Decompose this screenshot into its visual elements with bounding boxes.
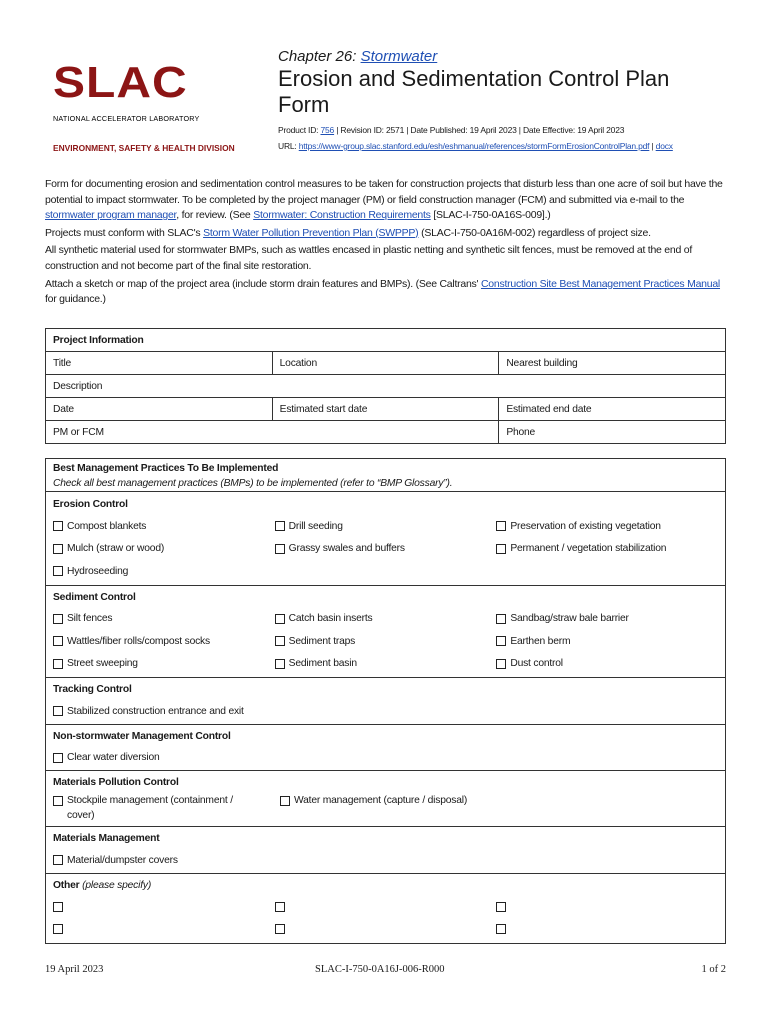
intro-p4	[45, 277, 730, 308]
checkbox-label: Stabilized construction entrance and exit	[67, 705, 244, 717]
checkbox-item[interactable]	[496, 630, 718, 653]
checkbox-label: Stockpile management (containment / cover)	[67, 795, 233, 821]
other-grid	[53, 896, 718, 941]
title-field[interactable]: Title	[46, 352, 273, 375]
intro-p4-a: Attach a sketch or map of the project area (include storm drain features and BMPs). (See Caltrans'	[45, 277, 481, 290]
meta-line-2	[278, 138, 673, 154]
chapter-link[interactable]: Stormwater	[360, 48, 438, 65]
logo-text: SLAC	[53, 59, 188, 107]
checkbox-item[interactable]	[53, 608, 275, 631]
location-field[interactable]: Location	[272, 352, 499, 375]
slac-logo	[53, 59, 213, 123]
checkbox-item[interactable]	[53, 515, 275, 538]
checkbox-item[interactable]	[53, 700, 718, 723]
checkbox-label: Preservation of existing vegetation	[510, 520, 661, 532]
intro-p2	[45, 226, 730, 242]
checkbox-icon[interactable]	[53, 659, 63, 669]
checkbox-icon[interactable]	[53, 902, 63, 912]
checkbox-icon[interactable]	[53, 614, 63, 624]
document-meta	[278, 122, 673, 154]
checkbox-icon[interactable]	[53, 566, 63, 576]
checkbox-label: Sediment basin	[288, 658, 357, 670]
checkbox-item[interactable]	[496, 608, 718, 631]
other-heading	[53, 876, 718, 896]
checkbox-item[interactable]	[53, 849, 718, 872]
checkbox-icon[interactable]	[53, 924, 63, 934]
page-title: Erosion and Sedimentation Control Plan Form	[278, 66, 670, 117]
chapter-heading	[278, 48, 437, 65]
checkbox-label: Sandbag/straw bale barrier	[510, 613, 629, 625]
checkbox-item[interactable]	[275, 918, 497, 941]
phone-field[interactable]: Phone	[499, 421, 726, 444]
caltrans-manual-link[interactable]: Construction Site Best Management Practices Manual	[480, 277, 721, 290]
checkbox-item[interactable]	[496, 515, 718, 538]
checkbox-item[interactable]	[275, 653, 497, 676]
checkbox-label: Permanent / vegetation stabilization	[510, 543, 667, 555]
erosion-control-section	[46, 492, 726, 586]
checkbox-icon[interactable]	[275, 521, 285, 531]
checkbox-item[interactable]	[496, 896, 718, 919]
checkbox-icon[interactable]	[496, 521, 506, 531]
checkbox-icon[interactable]	[496, 659, 506, 669]
sediment-control-section	[46, 585, 726, 678]
other-section	[46, 873, 726, 943]
nonstormwater-heading: Non-stormwater Management Control	[53, 730, 231, 742]
checkbox-icon[interactable]	[496, 544, 506, 554]
date-field[interactable]: Date	[46, 398, 273, 421]
materials-pollution-heading: Materials Pollution Control	[53, 777, 179, 788]
nearest-building-field[interactable]: Nearest building	[499, 352, 726, 375]
checkbox-label: Street sweeping	[67, 658, 138, 670]
checkbox-item[interactable]	[53, 896, 275, 919]
swppp-link[interactable]: Storm Water Pollution Prevention Plan (SWPPP)	[203, 226, 419, 239]
checkbox-item[interactable]	[53, 747, 718, 770]
construction-requirements-link[interactable]: Stormwater: Construction Requirements	[253, 209, 431, 222]
meta-line-1	[278, 122, 673, 138]
checkbox-icon[interactable]	[53, 521, 63, 531]
checkbox-icon[interactable]	[280, 796, 290, 806]
stormwater-manager-link[interactable]: stormwater program manager	[45, 209, 177, 222]
materials-management-heading: Materials Management	[53, 833, 160, 844]
checkbox-label: Wattles/fiber rolls/compost socks	[67, 635, 210, 647]
intro-p2-b: (SLAC-I-750-0A16M-002) regardless of project size.	[418, 226, 651, 239]
intro-p1	[45, 177, 730, 224]
checkbox-label: Sediment traps	[288, 635, 356, 647]
checkbox-icon[interactable]	[275, 924, 285, 934]
checkbox-item[interactable]	[53, 630, 275, 653]
docx-link[interactable]: docx	[655, 141, 673, 151]
bmp-table	[45, 458, 726, 944]
other-note: (please specify)	[82, 879, 152, 891]
checkbox-icon[interactable]	[53, 796, 63, 806]
logo-subtitle: NATIONAL ACCELERATOR LABORATORY	[53, 114, 200, 123]
checkbox-item[interactable]	[53, 793, 280, 823]
checkbox-item[interactable]	[275, 515, 497, 538]
checkbox-icon[interactable]	[496, 924, 506, 934]
footer-doc-id: SLAC-I-750-0A16J-006-R000	[315, 964, 445, 975]
checkbox-item[interactable]	[53, 538, 275, 561]
sediment-control-heading: Sediment Control	[53, 591, 136, 603]
checkbox-label: Dust control	[510, 658, 563, 670]
checkbox-icon[interactable]	[275, 544, 285, 554]
checkbox-icon[interactable]	[275, 614, 285, 624]
checkbox-item[interactable]	[496, 653, 718, 676]
checkbox-label: Silt fences	[67, 613, 113, 625]
checkbox-item[interactable]	[275, 630, 497, 653]
nonstormwater-section	[46, 724, 726, 771]
checkbox-item[interactable]	[53, 560, 275, 583]
checkbox-item[interactable]	[496, 538, 718, 561]
checkbox-icon[interactable]	[53, 855, 63, 865]
intro-p3: All synthetic material used for stormwater BMPs, such as wattles encased in plastic netting and synthetic silt fences, must be removed at the end of construction and not become part of the final site restoration.	[45, 244, 692, 272]
project-information-table	[45, 328, 726, 444]
bmp-heading: Best Management Practices To Be Implemented	[53, 463, 279, 474]
meta-separator: |	[649, 141, 656, 151]
checkbox-item[interactable]	[275, 896, 497, 919]
checkbox-label: Hydroseeding	[67, 565, 129, 577]
division-name: ENVIRONMENT, SAFETY & HEALTH DIVISION	[53, 143, 235, 153]
checkbox-icon[interactable]	[275, 659, 285, 669]
checkbox-label: Clear water diversion	[67, 752, 160, 764]
tracking-control-heading: Tracking Control	[53, 684, 132, 695]
intro-p1-a: Form for documenting erosion and sedimentation control measures to be taken for construction projects that disturb less than one acre of soil but have the potential to impact stormwater. To be completed by the project manager (PM) or field construction manager (FCM) and submitted via e-mail to the	[45, 178, 723, 206]
start-date-field[interactable]: Estimated start date	[272, 398, 499, 421]
checkbox-icon[interactable]	[496, 902, 506, 912]
checkbox-item[interactable]	[53, 653, 275, 676]
checkbox-item[interactable]	[275, 538, 497, 561]
meta-revision: | Revision ID: 2571 | Date Published: 19 April 2023 | Date Effective: 19 April 2023	[334, 125, 625, 135]
checkbox-item[interactable]	[53, 918, 275, 941]
product-id-link[interactable]: 756	[320, 125, 335, 135]
description-field[interactable]: Description	[46, 375, 726, 398]
pdf-url-link[interactable]: https://www-group.slac.stanford.edu/esh/eshmanual/references/stormFormErosionControlPlan.pdf	[298, 141, 650, 151]
checkbox-icon[interactable]	[53, 753, 63, 763]
checkbox-icon[interactable]	[496, 636, 506, 646]
materials-pollution-section	[46, 771, 726, 827]
checkbox-icon[interactable]	[53, 636, 63, 646]
materials-management-section	[46, 827, 726, 874]
erosion-grid	[53, 515, 718, 583]
checkbox-label: Catch basin inserts	[288, 613, 373, 625]
checkbox-label: Water management (capture / disposal)	[294, 795, 468, 806]
meta-url-label: URL:	[278, 141, 299, 151]
checkbox-label: Drill seeding	[288, 520, 343, 532]
intro-p1-c: [SLAC-I-750-0A16S-009].)	[430, 209, 551, 222]
bmp-instruction: Check all best management practices (BMPs) to be implemented (refer to “BMP Glossary”).	[53, 478, 453, 489]
checkbox-icon[interactable]	[53, 706, 63, 716]
tracking-control-section	[46, 678, 726, 725]
checkbox-item[interactable]	[280, 793, 507, 823]
materials-pollution-grid	[53, 793, 718, 823]
intro-p2-a: Projects must conform with SLAC's	[45, 226, 204, 239]
footer-page: 1 of 2	[701, 964, 726, 975]
checkbox-icon[interactable]	[496, 614, 506, 624]
checkbox-label: Earthen berm	[510, 635, 571, 647]
footer-date: 19 April 2023	[45, 964, 104, 975]
checkbox-icon[interactable]	[275, 902, 285, 912]
sediment-grid	[53, 608, 718, 676]
erosion-control-heading: Erosion Control	[53, 499, 128, 510]
checkbox-item[interactable]	[275, 608, 497, 631]
checkbox-item[interactable]	[496, 918, 718, 941]
checkbox-icon[interactable]	[53, 544, 63, 554]
checkbox-label: Compost blankets	[67, 520, 147, 532]
checkbox-icon[interactable]	[275, 636, 285, 646]
intro-text	[45, 177, 730, 310]
project-info-heading: Project Information	[46, 329, 726, 352]
other-heading-label: Other	[53, 879, 80, 891]
end-date-field[interactable]: Estimated end date	[499, 398, 726, 421]
pm-field[interactable]: PM or FCM	[46, 421, 499, 444]
chapter-prefix: Chapter 26:	[278, 48, 361, 65]
intro-p1-b: , for review. (See	[176, 209, 254, 222]
bmp-heading-cell	[46, 459, 726, 492]
meta-product-label: Product ID:	[278, 125, 321, 135]
checkbox-label: Grassy swales and buffers	[288, 543, 405, 555]
intro-p4-b: for guidance.)	[45, 293, 106, 306]
checkbox-label: Material/dumpster covers	[67, 854, 178, 866]
checkbox-label: Mulch (straw or wood)	[67, 543, 165, 555]
